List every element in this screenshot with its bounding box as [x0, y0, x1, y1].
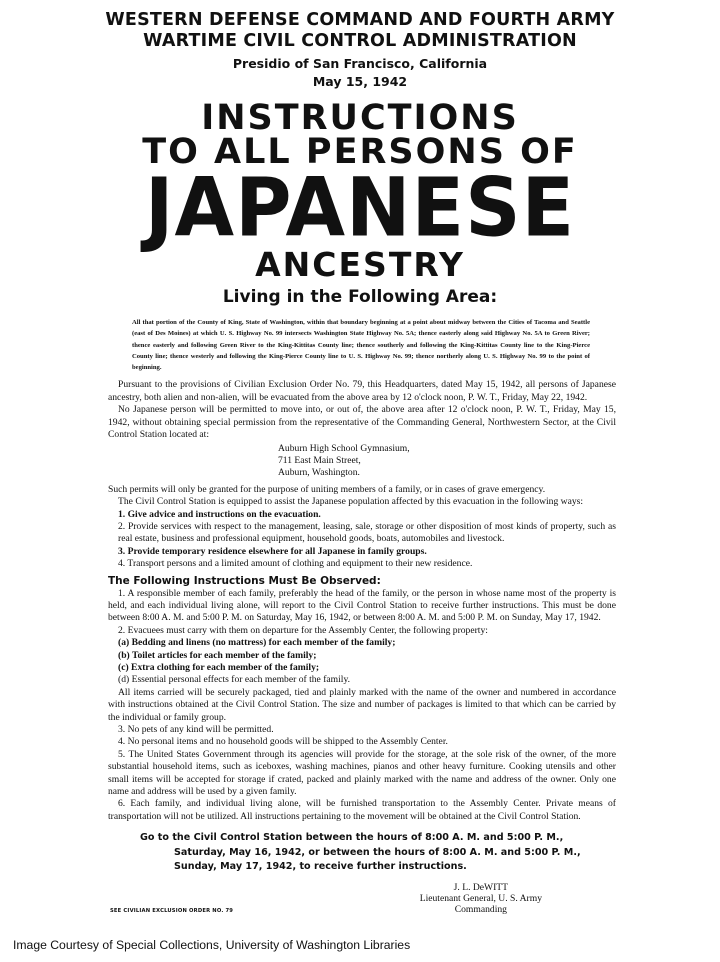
title-ancestry: ANCESTRY — [255, 245, 465, 284]
header-command: WESTERN DEFENSE COMMAND AND FOURTH ARMY — [105, 10, 615, 30]
address-line: 711 East Main Street, — [278, 454, 361, 466]
header-place: Presidio of San Francisco, California — [232, 56, 488, 71]
station-address — [278, 443, 620, 480]
instruction-item: 4. No personal items and no household goods will be shipped to the Assembly Center. — [118, 736, 448, 748]
goto-line: Go to the Civil Control Station between the hours of 8:00 A. M. and 5:00 P. M., — [140, 832, 564, 844]
header-administration: WARTIME CIVIL CONTROL ADMINISTRATION — [143, 31, 577, 51]
goto-notice — [140, 831, 610, 875]
poster — [100, 10, 620, 925]
list-item: 3. Provide temporary residence elsewhere for all Japanese in family groups. — [118, 545, 427, 557]
notice-body — [108, 379, 616, 441]
list-item: (c) Extra clothing for each member of the family; — [118, 662, 320, 674]
list-item: (a) Bedding and linens (no mattress) for each member of the family; — [118, 637, 396, 649]
list-item: (d) Essential personal effects for each member of the family. — [118, 674, 351, 686]
signature-name: J. L. DeWITT — [453, 882, 509, 893]
instruction-item: 5. The United States Government through its agencies will provide for the storage, at the sole risk of the owner, of the more substantial household items, such as iceboxes, washing machines, pianos and other heavy furniture. Cooking utensils and other small items will be accepted for storage if crated, packed and plainly marked with the name and address of the owner. Only one name and address will be used by a given family. — [108, 748, 616, 798]
instruction-item: 6. Each family, and individual living alone, will be furnished transportation to the Assembly Center. Private means of transportation will not be utilized. All instructions pertaining to the movement will be obtained at the Civil Control Station. — [108, 798, 616, 822]
area-description: All that portion of the County of King, State of Washington, within that boundary beginning at a point about midway between the Cities of Tacoma and Seattle (east of Des Moines) at which U. S. Highway No. 99 intersects Washington State Highway No. 5A; thence easterly along said Highway No. 5A to Green River; thence easterly and following Green River to the King-Kittitas County line; thence southerly and following the King-Kittitas County line to the King-Pierce County line; thence westerly and following the King-Pierce County line to U. S. Highway No. 99; thence northerly along U. S. Highway No. 99 to the point of beginning. — [132, 319, 590, 372]
list-item: 1. Give advice and instructions on the evacuation. — [118, 508, 321, 520]
header-date: May 15, 1942 — [312, 74, 408, 89]
title-instructions: INSTRUCTIONS — [201, 98, 519, 138]
instruction-item: 3. No pets of any kind will be permitted. — [118, 724, 274, 736]
property-list — [108, 637, 616, 687]
address-line: Auburn High School Gymnasium, — [278, 442, 410, 454]
title-living-area: Living in the Following Area: — [222, 287, 498, 307]
list-item: 4. Transport persons and a limited amount of clothing and equipment to their new residence. — [118, 558, 473, 570]
goto-line: Sunday, May 17, 1942, to receive further instructions. — [174, 861, 467, 873]
instructions-body — [108, 588, 616, 824]
paragraph-permits: Such permits will only be granted for the purpose of uniting members of a family, or in cases of grave emergency. — [108, 483, 546, 495]
notice-body-2 — [108, 484, 616, 571]
address-line: Auburn, Washington. — [278, 467, 360, 479]
order-reference: SEE CIVILIAN EXCLUSION ORDER NO. 79 — [110, 908, 234, 914]
instructions-heading: The Following Instructions Must Be Observed: — [108, 574, 381, 587]
signature-block — [420, 882, 542, 915]
title-to-all-persons: TO ALL PERSONS OF — [142, 132, 578, 172]
instruction-item: All items carried will be securely packaged, tied and plainly marked with the name of the owner and numbered in accordance with instructions obtained at the Civil Control Station. The size and number of packages is limited to that which can be carried by the individual or family group. — [108, 686, 616, 723]
paragraph-no-movement: No Japanese person will be permitted to move into, or out of, the above area after 12 o'clock noon, P. W. T., Friday, May 15, 1942, without obtaining special permission from the representative of the Commanding General, Northwestern Sector, at the Civil Control Station located at: — [108, 404, 616, 441]
title-japanese: JAPANESE — [144, 161, 576, 256]
assistance-list — [108, 509, 616, 571]
signature-role: Commanding — [454, 904, 507, 915]
list-item: (b) Toilet articles for each member of the family; — [118, 649, 317, 661]
image-credit: Image Courtesy of Special Collections, University of Washington Libraries — [13, 938, 411, 952]
list-item: 2. Provide services with respect to the management, leasing, sale, storage or other disposition of most kinds of property, such as real estate, business and professional equipment, household goods, boats, automobiles and livestock. — [118, 520, 616, 545]
goto-line: Saturday, May 16, 1942, or between the hours of 8:00 A. M. and 5:00 P. M., — [174, 846, 581, 858]
paragraph-pursuant: Pursuant to the provisions of Civilian Exclusion Order No. 79, this Headquarters, dated May 15, 1942, all persons of Japanese ancestry, both alien and non-alien, will be evacuated from the above area by 12 o'clock noon, P. W. T., Friday, May 22, 1942. — [108, 379, 616, 403]
signature-rank: Lieutenant General, U. S. Army — [419, 893, 542, 904]
paragraph-station-assist: The Civil Control Station is equipped to assist the Japanese population affected by this evacuation in the following ways: — [118, 496, 584, 508]
instruction-item: 1. A responsible member of each family, preferably the head of the family, or the person in whose name most of the property is held, and each individual living alone, will report to the Civil Control Station to receive further instructions. This must be done between 8:00 A. M. and 5:00 P. M. on Saturday, May 16, 1942, or between 8:00 A. M. and 5:00 P. M. on Sunday, May 17, 1942. — [108, 587, 616, 624]
instruction-item: 2. Evacuees must carry with them on departure for the Assembly Center, the following property: — [118, 624, 488, 636]
